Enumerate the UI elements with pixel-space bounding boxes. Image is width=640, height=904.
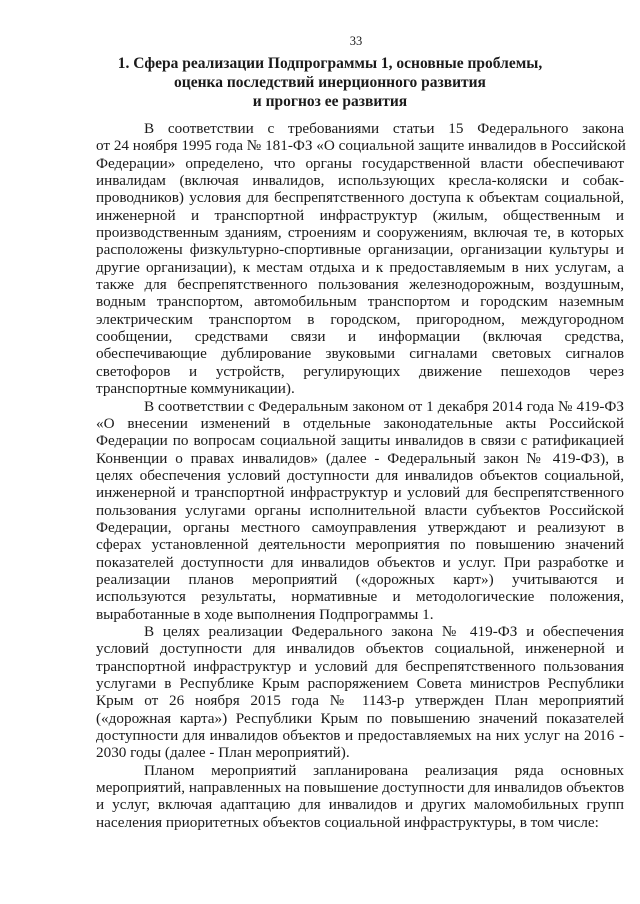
paragraph-line: Федерации по вопросам социальной защиты инвалидов в связи с ратификацией bbox=[96, 432, 624, 450]
paragraph-line: В целях реализации Федерального закона № 419-ФЗ и обеспечения bbox=[144, 622, 624, 640]
paragraph-line: Крым от 26 ноября 2015 года № 1143-р утвержден План мероприятий bbox=[96, 692, 624, 710]
paragraph-line: Планом мероприятий запланирована реализация ряда основных bbox=[144, 761, 624, 779]
paragraph-line: показателей доступности для инвалидов объектов и услуг. При разработке и bbox=[96, 553, 624, 571]
paragraph-line: обеспечивающие дублирование звуковыми сигналами световых сигналов bbox=[96, 345, 624, 363]
paragraph-line: светофоров и устройств, регулирующих движение пешеходов через bbox=[96, 362, 624, 380]
paragraph-line: 2030 годы (далее - План мероприятий). bbox=[96, 744, 350, 762]
paragraph-line: сообщении, средствами связи и информации (включая средства, bbox=[96, 328, 624, 346]
paragraph-line: расположены физкультурно-спортивные организации, организации культуры и bbox=[96, 241, 624, 259]
paragraph-line: используются результаты, нормативные и методологические положения, bbox=[96, 588, 624, 606]
paragraph-line: электрическим транспортом в городском, пригородном, междугородном bbox=[96, 310, 624, 328]
paragraph bbox=[96, 623, 624, 762]
paragraph-line: В соответствии с требованиями статьи 15 Федерального закона bbox=[144, 120, 624, 137]
paragraph-line: другие организации), к местам отдыха и к предоставляемым в них услугам, а bbox=[96, 258, 624, 276]
section-heading-line: оценка последствий инерционного развития bbox=[174, 74, 486, 91]
paragraph-line: Федерации, органы местного самоуправления утверждают и реализуют в bbox=[96, 518, 624, 536]
paragraph-line: проводников) условия для беспрепятственного доступа к объектам социальной, bbox=[96, 189, 624, 207]
paragraph-line: от 24 ноября 1995 года № 181-ФЗ «О социальной защите инвалидов в Российской bbox=[96, 137, 626, 155]
paragraph-line: инженерной и транспортной инфраструктур и условий для беспрепятственного bbox=[96, 484, 624, 502]
paragraph bbox=[96, 398, 624, 623]
paragraph-line: населения приоритетных объектов социальной инфраструктуры, в том числе: bbox=[96, 813, 599, 831]
paragraph-line: услугами в Республике Крым распоряжением Совета министров Республики bbox=[96, 675, 624, 692]
paragraph-line: Федерации» определено, что органы государственной власти обеспечивают bbox=[96, 154, 624, 172]
paragraph-line: сферах установленной деятельности мероприятия по повышению значений bbox=[96, 536, 624, 554]
paragraph-line: мероприятий, направленных на повышение доступности для инвалидов объектов bbox=[96, 779, 625, 797]
section-heading bbox=[90, 54, 570, 111]
paragraph-line: производственным зданиям, строениям и сооружениям, включая те, в которых bbox=[96, 224, 624, 242]
paragraph-line: В соответствии с Федеральным законом от 1 декабря 2014 года № 419-ФЗ bbox=[144, 397, 624, 415]
paragraph-line: инвалидам (включая инвалидов, использующих кресла-коляски и собак- bbox=[96, 172, 624, 190]
paragraph-line: выработанные в ходе выполнения Подпрограммы 1. bbox=[96, 605, 434, 623]
paragraph-line: и услуг, включая адаптацию для инвалидов и других маломобильных групп bbox=[96, 796, 624, 814]
paragraph-line: доступности для инвалидов объектов и предоставляемых на них услуг на 2016 - bbox=[96, 727, 624, 745]
section-heading-line: 1. Сфера реализации Подпрограммы 1, основные проблемы, bbox=[117, 55, 543, 72]
paragraph-line: («дорожная карта») Республики Крым по повышению значений показателей bbox=[96, 709, 624, 727]
paragraph-line: пользования услугами органы исполнительной власти субъектов Российской bbox=[96, 501, 624, 519]
paragraph-line: транспортной инфраструктур и условий для беспрепятственного пользования bbox=[96, 657, 624, 675]
paragraph-line: реализации планов мероприятий («дорожных карт») учитываются и bbox=[96, 570, 624, 588]
paragraph-line: условий доступности для инвалидов объектов социальной, инженерной и bbox=[96, 640, 624, 658]
paragraph bbox=[96, 120, 624, 398]
paragraph bbox=[96, 762, 624, 831]
body-text bbox=[96, 120, 624, 831]
section-heading-line: и прогноз ее развития bbox=[252, 93, 408, 110]
page-number: 33 bbox=[349, 34, 363, 48]
paragraph-line: Конвенции о правах инвалидов» (далее - Федеральный закон № 419-ФЗ), в bbox=[96, 449, 624, 467]
paragraph-line: инженерной и транспортной инфраструктур (жилым, общественным и bbox=[96, 206, 624, 224]
paragraph-line: транспортные коммуникации). bbox=[96, 380, 295, 398]
paragraph-line: целях обеспечения условий доступности для инвалидов объектов социальной, bbox=[96, 466, 624, 484]
paragraph-line: водным транспортом, автомобильным транспортом и городским наземным bbox=[96, 293, 624, 311]
paragraph-line: «О внесении изменений в отдельные законодательные акты Российской bbox=[96, 414, 624, 432]
paragraph-line: также для беспрепятственного пользования железнодорожным, воздушным, bbox=[96, 276, 624, 294]
